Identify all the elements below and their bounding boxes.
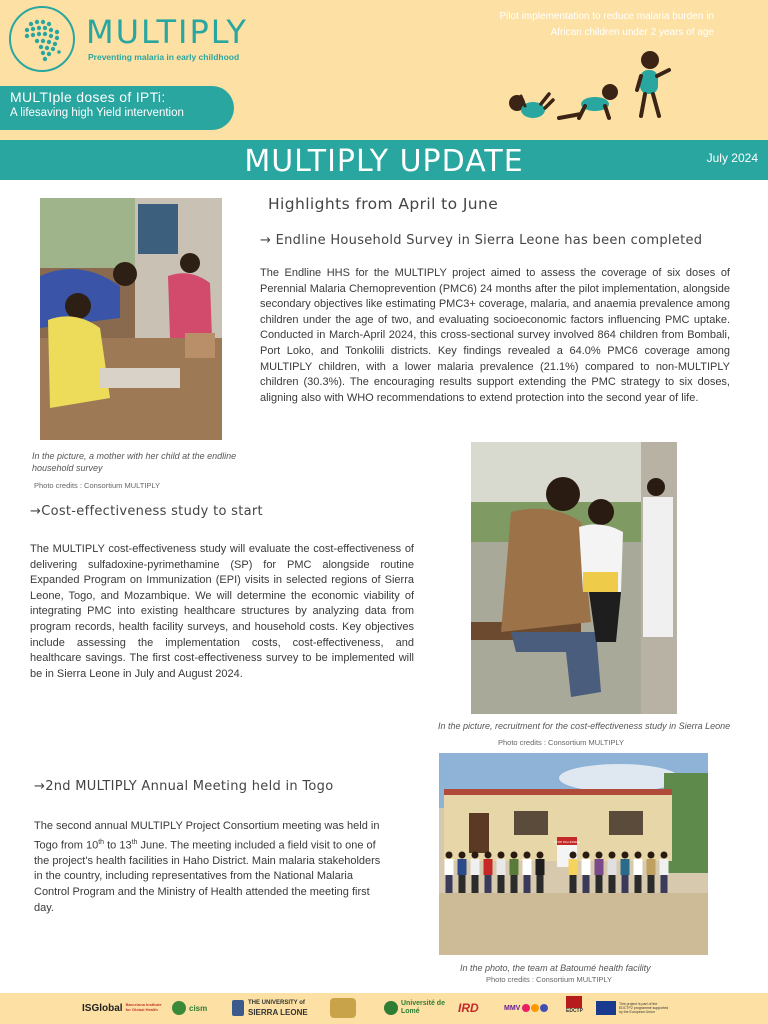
lome-crest-icon: [384, 1001, 398, 1015]
mmv-logo-text: MMV: [504, 1004, 521, 1012]
meeting-body-part-3: June. The meeting included a field visit to one of the project's health facilities in Haho District. Main malaria stakeholders in the country, including representatives from the National Malaria Control Program and the Ministry of Health attended the meeting first day.: [34, 839, 381, 914]
pilot-statement: [474, 9, 714, 41]
pilot-line-1: Pilot implementation to reduce malaria burden in: [499, 11, 714, 22]
photo-mother-child: [40, 198, 222, 440]
cism-logo: [172, 998, 207, 1018]
update-title: MULTIPLY UPDATE: [244, 144, 524, 179]
uosl-logo-line-2: SIERRA LEONE: [248, 1008, 308, 1017]
ird-logo-text: IRD: [458, 1001, 479, 1015]
edctp-logo-icon: [566, 996, 582, 1008]
photo-team-caption: In the photo, the team at Batoumé health facility: [460, 963, 651, 973]
eu-note-text: This project is part of the EDCTP2 programme supported by the European Union: [619, 1001, 669, 1015]
brand-tagline: Preventing malaria in early childhood: [88, 52, 240, 62]
update-date: July 2024: [706, 151, 758, 165]
meeting-body-part-1: The second annual MULTIPLY Project Consortium meeting was held in Togo from 10: [34, 820, 380, 852]
university-sierra-leone-logo: [232, 998, 308, 1018]
photo-recruitment-credit: Photo credits : Consortium MULTIPLY: [498, 738, 625, 747]
photo-mother-child-credit: Photo credits : Consortium MULTIPLY: [34, 481, 161, 490]
isglobal-logo: [82, 998, 164, 1018]
edctp-logo-text: EDCTP: [566, 1008, 583, 1014]
uosl-logo-line-1: THE UNIVERSITY of: [248, 1000, 305, 1006]
partner-logos-footer: [0, 993, 768, 1024]
meeting-body-sup-1: th: [98, 838, 105, 846]
header: [0, 0, 768, 140]
photo-team: [439, 753, 708, 955]
meeting-body-sup-2: th: [131, 838, 138, 846]
cism-logo-icon: [172, 1001, 186, 1015]
ipti-line-1: MULTIple doses of IPTi:: [10, 89, 166, 105]
eu-flag-logo: [596, 998, 669, 1018]
edctp-logo: [566, 996, 583, 1018]
hhs-section-body: The Endline HHS for the MULTIPLY project aimed to assess the coverage of six doses of Perennial Malaria Chemoprevention (PMC6) 24 months after the pilot implementation, alongside secondary objectives like estimating PMC3+ coverage, malaria, and anaemia prevalence among children under the age of two, and evaluating socioeconomic factors influencing PMC uptake. Conducted in March-April 2024, this cross-sectional survey involved 864 children from Bombali, Port Loko, and Tonkolili districts. Key findings revealed a 64.0% PMC6 coverage among MULTIPLY children, with a lower malaria prevalence (21.1%) compared to non-MULTIPLY children (30.3%). The encouraging results support extending the PMC strategy to six doses, aligning also with WHO recommendations to extend protection into the second year of life.: [260, 267, 730, 404]
logo-africa-icon: [9, 6, 75, 72]
uosl-crest-icon: [232, 1000, 244, 1016]
ipti-line-2: A lifesaving high Yield intervention: [10, 107, 184, 119]
ipti-banner: [0, 86, 234, 130]
meeting-body-part-2: to 13: [104, 839, 132, 852]
isglobal-logo-text: ISGlobal: [82, 1002, 123, 1014]
cost-section-body: The MULTIPLY cost-effectiveness study will evaluate the cost-effectiveness of delivering sulfadoxine-pyrimethamine (SP) for PMC alongside routine Expanded Program on Immunization (EPI) visits in selected regions of Sierra Leone, Togo, and Mozambique. We will determine the economic viability of integrating PMC into existing healthcare structures by analyzing data from program records, health facility surveys, and household costs. Key objectives include assessing the implementation costs, cost-effectiveness, and healthcare savings. The first cost-effectiveness survey to be implemented will be in Sierra Leone in July and August 2024.: [30, 543, 414, 680]
lome-logo-text: Université de Lomé: [401, 1000, 445, 1015]
photo-recruitment: [471, 442, 677, 714]
mmv-dots-icon: [522, 1004, 530, 1012]
meeting-section-body: [34, 819, 386, 916]
brand-name: MULTIPLY: [86, 13, 248, 51]
photo-mother-child-caption: In the picture, a mother with her child at the endline household survey: [32, 451, 237, 473]
pilot-line-2: African children under 2 years of age: [550, 27, 714, 38]
isglobal-logo-sub: Barcelona Institute for Global Health: [125, 1002, 162, 1012]
hhs-section-title: → Endline Household Survey in Sierra Leone has been completed: [260, 233, 703, 248]
mmv-logo: [504, 998, 548, 1018]
universite-de-lome-logo: [384, 998, 445, 1018]
cism-logo-text: cism: [189, 1003, 208, 1013]
eu-flag-icon: [596, 1001, 616, 1015]
stop-paludisme-sign: STOP PALUDISME: [553, 840, 581, 844]
photo-recruitment-caption: In the picture, recruitment for the cost-effectiveness study in Sierra Leone: [438, 721, 731, 731]
highlights-title: Highlights from April to June: [268, 195, 499, 213]
ird-logo: [458, 998, 479, 1018]
update-banner: [0, 140, 768, 180]
meeting-section-title: →2nd MULTIPLY Annual Meeting held in Togo: [34, 779, 334, 794]
cost-section-title: →Cost-effectiveness study to start: [30, 504, 263, 519]
sierra-leone-coat-of-arms-icon: [330, 998, 356, 1018]
babies-illustration-icon: [505, 48, 680, 128]
photo-team-credit: Photo credits : Consortium MULTIPLY: [486, 975, 613, 984]
